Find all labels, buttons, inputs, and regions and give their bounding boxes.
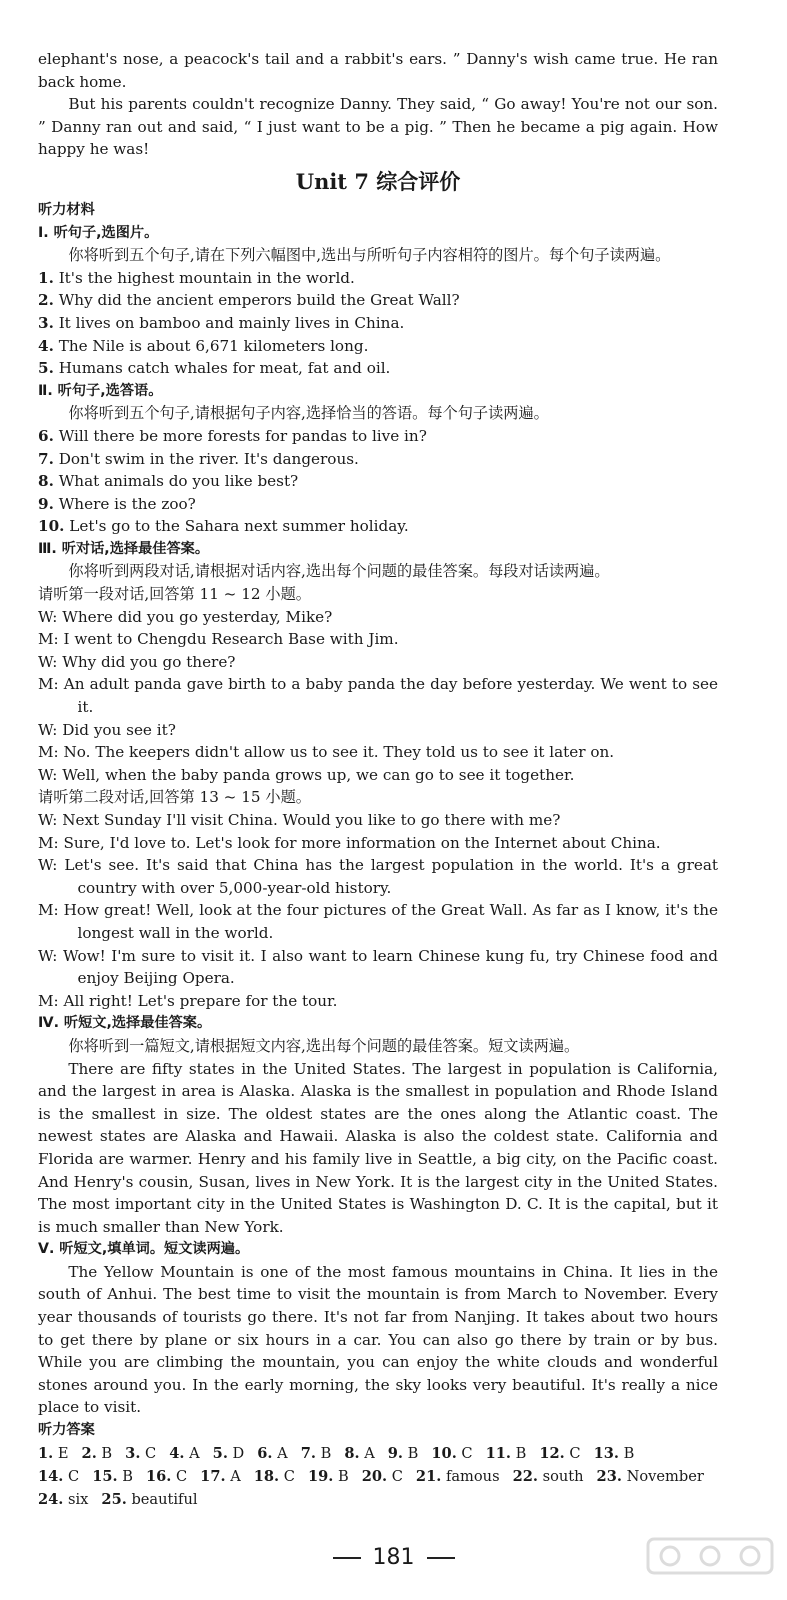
part3-instruction: 你将听到两段对话,请根据对话内容,选出每个问题的最佳答案。每段对话读两遍。	[68, 562, 610, 581]
answer-value: B	[333, 1467, 349, 1485]
answer-number: 4.	[169, 1444, 185, 1462]
answers-row-1	[38, 1442, 718, 1465]
list-item	[38, 425, 718, 448]
answer-value: B	[618, 1444, 635, 1462]
item-text: Humans catch whales for meat, fat and oil.	[58, 359, 391, 378]
answer-value: A	[359, 1444, 375, 1462]
answer-number: 5.	[212, 1444, 228, 1462]
item-text: It's the highest mountain in the world.	[58, 268, 355, 287]
answer-number: 20.	[361, 1467, 388, 1485]
answer-item	[213, 1445, 245, 1462]
answer-item	[539, 1445, 580, 1462]
answer-item	[257, 1445, 287, 1462]
watermark-logo	[640, 1535, 780, 1595]
answer-value: beautiful	[126, 1490, 198, 1508]
part4-instruction: 你将听到一篇短文,请根据短文内容,选出每个问题的最佳答案。短文读两遍。	[68, 1036, 580, 1055]
item-number: 8.	[38, 472, 54, 491]
answer-item	[344, 1445, 374, 1462]
answer-value: B	[117, 1467, 133, 1485]
answer-item	[254, 1468, 295, 1485]
answer-number: 23.	[596, 1467, 622, 1485]
item-text: Why did the ancient emperors build the Great Wall?	[58, 291, 460, 310]
listening-materials-label: 听力材料	[38, 201, 95, 218]
answer-value: south	[537, 1467, 584, 1485]
answer-value: E	[53, 1444, 69, 1462]
item-number: 6.	[38, 426, 54, 445]
answer-value: C	[171, 1467, 188, 1485]
part1-instruction: 你将听到五个句子,请在下列六幅图中,选出与所听句子内容相符的图片。每个句子读两遍。	[68, 246, 671, 265]
list-item	[38, 289, 718, 312]
answer-number: 25.	[101, 1490, 127, 1508]
answer-value: six	[63, 1490, 89, 1508]
answer-number: 1.	[38, 1444, 54, 1462]
dialog-line: M: Sure, I'd love to. Let's look for more information on the Internet about China.	[38, 833, 661, 852]
answer-value: B	[510, 1444, 527, 1462]
page-number-text: 181	[372, 1545, 415, 1570]
answer-value: B	[315, 1444, 332, 1462]
dialog-line: M: I went to Chengdu Research Base with Jim.	[38, 630, 399, 649]
answer-value: B	[96, 1444, 113, 1462]
answer-number: 19.	[307, 1467, 334, 1485]
unit-title: Unit 7 综合评价	[295, 168, 461, 194]
answer-number: 15.	[92, 1467, 118, 1485]
answer-item	[597, 1468, 704, 1485]
answer-value: November	[621, 1467, 704, 1485]
answer-item	[388, 1445, 419, 1462]
dialog1	[38, 606, 718, 787]
answer-item	[431, 1445, 472, 1462]
answer-value: C	[387, 1467, 403, 1485]
answer-item	[308, 1468, 349, 1485]
dialog-line: M: An adult panda gave birth to a baby panda the day before yesterday. We went to see it.	[38, 675, 718, 717]
answer-number: 9.	[387, 1444, 404, 1462]
answer-value: C	[140, 1444, 157, 1462]
item-text: Will there be more forests for pandas to live in?	[58, 426, 427, 445]
item-number: 5.	[38, 359, 54, 378]
answer-number: 3.	[125, 1444, 141, 1462]
answer-value: C	[456, 1444, 473, 1462]
list-item	[38, 515, 718, 538]
answer-item	[125, 1445, 156, 1462]
answer-value: A	[184, 1444, 200, 1462]
answer-item	[301, 1445, 332, 1462]
list-item	[38, 470, 718, 493]
item-text: The Nile is about 6,671 kilometers long.	[58, 336, 369, 355]
answer-item	[200, 1468, 241, 1485]
answer-item	[486, 1445, 527, 1462]
answer-number: 7.	[300, 1444, 316, 1462]
answer-value: C	[63, 1467, 80, 1485]
item-text: Don't swim in the river. It's dangerous.	[58, 449, 359, 468]
part4-heading: Ⅳ. 听短文,选择最佳答案。	[38, 1015, 212, 1032]
item-number: 10.	[38, 517, 65, 536]
answer-number: 8.	[344, 1444, 360, 1462]
answer-number: 14.	[38, 1467, 64, 1485]
answer-item	[146, 1468, 187, 1485]
item-text: It lives on bamboo and mainly lives in China.	[58, 313, 405, 332]
dialog-line: M: All right! Let's prepare for the tour.	[38, 991, 338, 1010]
answer-number: 22.	[512, 1467, 538, 1485]
dialog-line: W: Well, when the baby panda grows up, we can go to see it together.	[38, 765, 575, 784]
part2-heading: Ⅱ. 听句子,选答语。	[38, 382, 163, 399]
answers-row-2	[38, 1465, 718, 1488]
answer-value: C	[564, 1444, 581, 1462]
answer-item	[513, 1468, 584, 1485]
item-number: 3.	[38, 313, 54, 332]
answer-item	[101, 1491, 197, 1508]
page-number-dash-right	[427, 1557, 455, 1559]
answer-value: A	[225, 1467, 241, 1485]
item-number: 4.	[38, 336, 54, 355]
answer-item	[416, 1468, 500, 1485]
story-paragraph-2: But his parents couldn't recognize Danny. They said, “ Go away! You're not our son. ” Danny ran out and said, “ I just want to be a pig. ” Then he became a pig again. How happy he was!	[38, 95, 718, 159]
document-page	[38, 48, 718, 1511]
part1-list	[38, 267, 718, 380]
answer-number: 18.	[253, 1467, 280, 1485]
part1-heading: Ⅰ. 听句子,选图片。	[38, 224, 159, 241]
dialog-line: W: Where did you go yesterday, Mike?	[38, 607, 333, 626]
list-item	[38, 267, 718, 290]
page-number-dash-left	[333, 1557, 361, 1559]
answer-number: 10.	[431, 1444, 457, 1462]
item-text: What animals do you like best?	[58, 472, 299, 491]
answer-number: 13.	[593, 1444, 619, 1462]
answer-value: famous	[441, 1467, 500, 1485]
dialog2	[38, 809, 718, 1012]
item-number: 7.	[38, 449, 54, 468]
answer-number: 11.	[485, 1444, 511, 1462]
item-text: Where is the zoo?	[58, 494, 196, 513]
answer-item	[362, 1468, 403, 1485]
list-item	[38, 357, 718, 380]
answer-number: 16.	[145, 1467, 172, 1485]
part2-list	[38, 425, 718, 538]
dialog-line: W: Did you see it?	[38, 720, 176, 739]
answer-item	[38, 1468, 79, 1485]
list-item	[38, 493, 718, 516]
list-item	[38, 448, 718, 471]
part2-instruction: 你将听到五个句子,请根据句子内容,选择恰当的答语。每个句子读两遍。	[68, 404, 549, 423]
answer-value: C	[279, 1467, 295, 1485]
answer-value: B	[403, 1444, 419, 1462]
answer-number: 24.	[38, 1490, 64, 1508]
story-paragraph-1: elephant's nose, a peacock's tail and a rabbit's ears. ” Danny's wish came true. He ran back home.	[38, 50, 718, 91]
list-item	[38, 335, 718, 358]
item-number: 2.	[38, 291, 54, 310]
answer-value: A	[272, 1444, 288, 1462]
answer-item	[92, 1468, 133, 1485]
list-item	[38, 312, 718, 335]
answer-item	[169, 1445, 199, 1462]
item-number: 9.	[38, 494, 54, 513]
answer-item	[594, 1445, 635, 1462]
answers-row-3	[38, 1488, 718, 1511]
answer-value: D	[227, 1444, 245, 1462]
item-text: Let's go to the Sahara next summer holiday.	[69, 517, 409, 536]
answer-number: 12.	[539, 1444, 565, 1462]
answer-number: 2.	[81, 1444, 97, 1462]
dialog2-intro: 请听第二段对话,回答第 13 ~ 15 小题。	[38, 788, 311, 807]
answer-number: 17.	[200, 1467, 226, 1485]
answer-item	[82, 1445, 113, 1462]
part5-passage: The Yellow Mountain is one of the most famous mountains in China. It lies in the south of Anhui. The best time to visit the mountain is from March to November. Every year thousands of tourists go there. It's not far from Nanjing. It takes about two hours to get there by plane or six hours in a car. You can also go there by train or by bus. While you are climbing the mountain, you can enjoy the white clouds and wonderful stones around you. In the early morning, the sky looks very beautiful. It's really a nice place to visit.	[38, 1262, 718, 1417]
dialog-line: W: Next Sunday I'll visit China. Would you like to go there with me?	[38, 811, 561, 829]
item-number: 1.	[38, 268, 54, 287]
part4-passage: There are fifty states in the United States. The largest in population is California, and the largest in area is Alaska. Alaska is the smallest in population and Rhode Island is the smallest in size. The oldest states are the ones along the Atlantic coast. The newest states are Alaska and Hawaii. Alaska is also the coldest state. California and Florida are warmer. Henry and his family live in Seattle, a big city, on the Pacific coast. And Henry's cousin, Susan, lives in New York. It is the largest city in the United States. The most important city in the United States is Washington D. C. It is the capital, but it is much smaller than New York.	[38, 1059, 718, 1236]
part3-heading: Ⅲ. 听对话,选择最佳答案。	[38, 540, 210, 557]
dialog-line: W: Wow! I'm sure to visit it. I also want to learn Chinese kung fu, try Chinese food and enjoy Beijing Opera.	[38, 946, 718, 988]
answer-item	[38, 1491, 88, 1508]
answer-item	[38, 1445, 69, 1462]
dialog-line: M: How great! Well, look at the four pictures of the Great Wall. As far as I know, it's the longest wall in the world.	[38, 901, 718, 942]
dialog-line: M: No. The keepers didn't allow us to see it. They told us to see it later on.	[38, 743, 615, 762]
dialog-line: W: Let's see. It's said that China has the largest population in the world. It's a great country with over 5,000-year-old history.	[38, 856, 718, 897]
part5-heading: Ⅴ. 听短文,填单词。短文读两遍。	[38, 1241, 250, 1258]
dialog-line: W: Why did you go there?	[38, 652, 236, 671]
answers-heading: 听力答案	[38, 1422, 95, 1439]
dialog1-intro: 请听第一段对话,回答第 11 ~ 12 小题。	[38, 585, 311, 604]
answer-number: 6.	[257, 1444, 273, 1462]
answer-number: 21.	[415, 1467, 442, 1485]
